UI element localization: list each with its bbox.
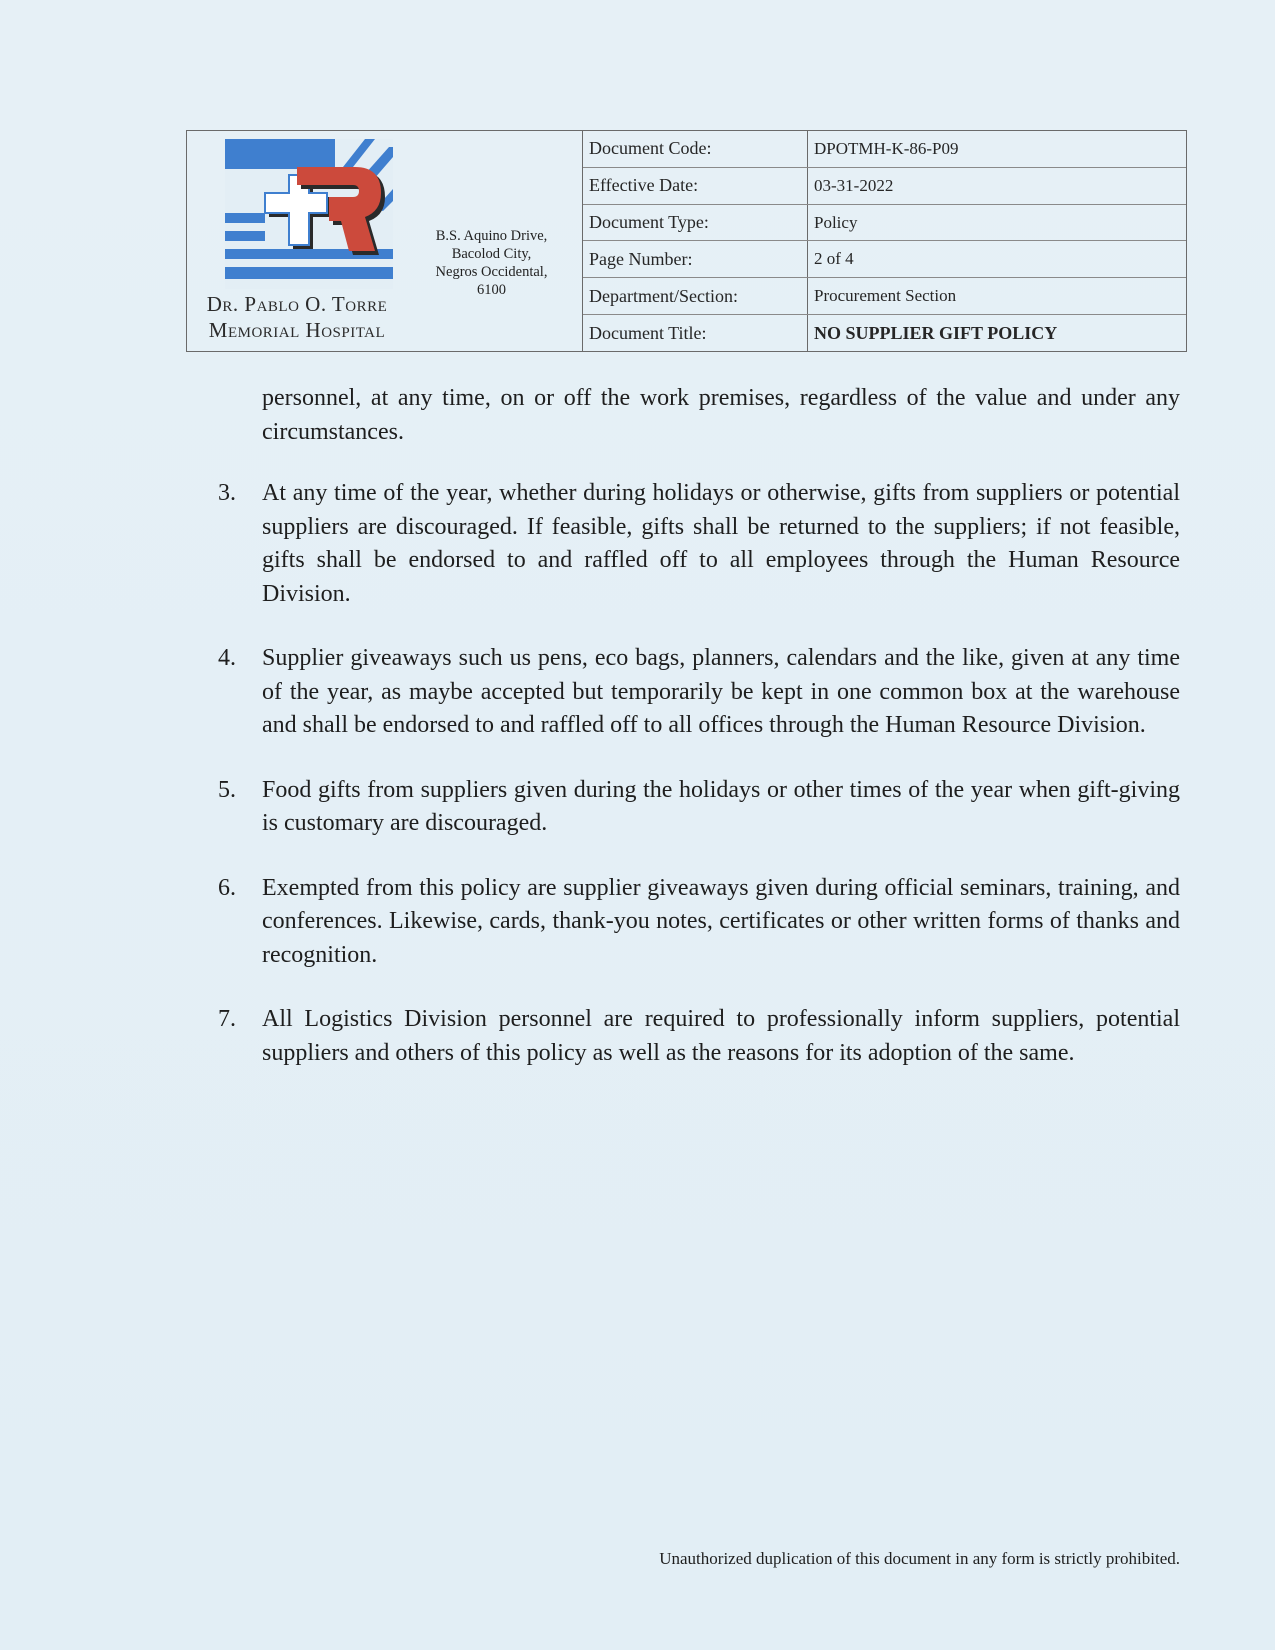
document-type-value: Policy (814, 212, 858, 232)
hospital-name-line1: Dr. Pablo O. Torre (206, 292, 388, 316)
info-label: Document Type: (583, 205, 808, 241)
list-item-text: At any time of the year, whether during holidays or otherwise, gifts from suppliers or potential suppliers are discouraged. If feasible, gifts shall be returned to the suppliers; if not feasible, gifts shall be endorsed to and raffled off to all employees through the Human Resource Division. (262, 480, 1180, 607)
duplication-notice: Unauthorized duplication of this document in any form is strictly prohibited. (659, 1549, 1180, 1568)
page-number-value: 2 of 4 (814, 249, 854, 269)
hospital-name-line2: Memorial Hospital (208, 318, 386, 342)
list-item-text: Supplier giveaways such us pens, eco bags, planners, calendars and the like, given at any time of the year, as maybe accepted but temporarily be kept in one common box at the warehouse and shall be endorsed to and raffled off to all offices through the Human Resource Division. (262, 645, 1180, 738)
info-row-page-number (583, 241, 1186, 278)
address-line1: B.S. Aquino Drive, (435, 228, 548, 244)
info-label: Effective Date: (583, 168, 808, 204)
hospital-name (187, 291, 407, 343)
list-item-text: Exempted from this policy are supplier giveaways given during official seminars, training, and conferences. Likewise, cards, thank-you notes, certificates or other written forms of thanks and recognition. (262, 874, 1180, 968)
info-row-effective-date (583, 168, 1186, 205)
list-item-number: 5. (218, 776, 236, 803)
continuation-paragraph: personnel, at any time, on or off the work premises, regardless of the value and under any circumstances. (262, 385, 1180, 445)
document-code-value: DPOTMH-K-86-P09 (814, 138, 959, 158)
list-item (218, 477, 1180, 611)
info-label: Department/Section: (583, 278, 808, 314)
hospital-address (409, 227, 574, 299)
list-item-number: 6. (218, 874, 236, 901)
document-body (218, 382, 1180, 1101)
list-item-text: All Logistics Division personnel are required to professionally inform suppliers, potential suppliers and others of this policy as well as the reasons for its adoption of the same. (262, 1006, 1180, 1066)
department-value: Procurement Section (814, 286, 957, 306)
document-header-table (186, 130, 1187, 352)
logo-cell (187, 131, 583, 351)
document-title-value: NO SUPPLIER GIFT POLICY (814, 322, 1058, 343)
list-item-number: 7. (218, 1006, 236, 1032)
info-row-document-title (583, 315, 1186, 351)
list-item-text: Food gifts from suppliers given during the holidays or other times of the year when gift-giving is customary are discouraged. (262, 776, 1180, 836)
list-item (218, 872, 1180, 973)
info-label: Document Title: (583, 315, 808, 351)
info-row-document-code (583, 131, 1186, 168)
list-item-number: 4. (218, 645, 236, 671)
address-line4: 6100 (477, 282, 506, 298)
info-row-department (583, 278, 1186, 315)
list-item (218, 642, 1180, 743)
list-item (218, 774, 1180, 841)
info-row-document-type (583, 205, 1186, 242)
hospital-logo-icon (225, 139, 393, 289)
info-label: Document Code: (583, 131, 808, 167)
document-info-table (583, 131, 1186, 351)
list-item-number: 3. (218, 480, 236, 506)
list-item (218, 1003, 1180, 1070)
address-line2: Bacolod City, (451, 246, 532, 262)
effective-date-value: 03-31-2022 (814, 175, 894, 195)
address-line3: Negros Occidental, (435, 264, 548, 280)
info-label: Page Number: (583, 241, 808, 277)
